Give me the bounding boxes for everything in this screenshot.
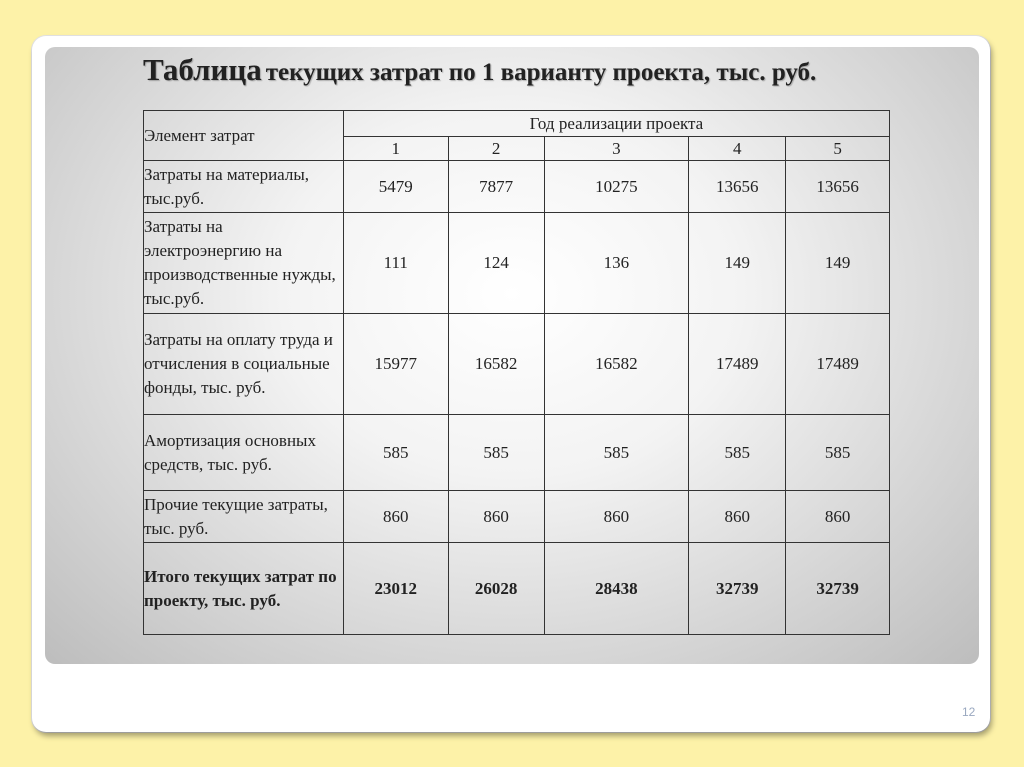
value-cell: 860 — [544, 491, 689, 543]
value-cell: 585 — [689, 415, 786, 491]
year-header: Год реализации проекта — [343, 111, 889, 137]
value-cell: 17489 — [786, 314, 890, 415]
value-cell: 124 — [448, 213, 544, 314]
title-first-word: Таблица — [143, 52, 262, 87]
value-cell: 111 — [343, 213, 448, 314]
total-value-cell: 26028 — [448, 543, 544, 635]
value-cell: 585 — [448, 415, 544, 491]
value-cell: 5479 — [343, 161, 448, 213]
table-row — [144, 415, 890, 491]
cost-table — [143, 110, 890, 635]
table-row — [144, 314, 890, 415]
value-cell: 7877 — [448, 161, 544, 213]
year-cell: 1 — [343, 137, 448, 161]
table-row — [144, 213, 890, 314]
page-number: 12 — [962, 705, 976, 719]
total-row — [144, 543, 890, 635]
total-value-cell: 28438 — [544, 543, 689, 635]
row-label: Амортизация основных средств, тыс. руб. — [144, 415, 344, 491]
row-label: Затраты на электроэнергию на производственные нужды, тыс.руб. — [144, 213, 344, 314]
slide-title — [143, 52, 943, 92]
value-cell: 13656 — [689, 161, 786, 213]
value-cell: 860 — [689, 491, 786, 543]
table-row — [144, 491, 890, 543]
value-cell: 136 — [544, 213, 689, 314]
value-cell: 17489 — [689, 314, 786, 415]
row-label: Затраты на оплату труда и отчисления в социальные фонды, тыс. руб. — [144, 314, 344, 415]
value-cell: 10275 — [544, 161, 689, 213]
table-row — [144, 161, 890, 213]
element-header: Элемент затрат — [144, 111, 344, 161]
total-label: Итого текущих затрат по проекту, тыс. руб. — [144, 543, 344, 635]
total-value-cell: 32739 — [786, 543, 890, 635]
value-cell: 15977 — [343, 314, 448, 415]
value-cell: 149 — [689, 213, 786, 314]
value-cell: 860 — [786, 491, 890, 543]
value-cell: 860 — [448, 491, 544, 543]
year-cell: 4 — [689, 137, 786, 161]
value-cell: 16582 — [544, 314, 689, 415]
value-cell: 149 — [786, 213, 890, 314]
year-cell: 5 — [786, 137, 890, 161]
year-cell: 3 — [544, 137, 689, 161]
value-cell: 13656 — [786, 161, 890, 213]
row-label: Прочие текущие затраты, тыс. руб. — [144, 491, 344, 543]
header-row — [144, 111, 890, 137]
row-label: Затраты на материалы, тыс.руб. — [144, 161, 344, 213]
value-cell: 16582 — [448, 314, 544, 415]
total-value-cell: 23012 — [343, 543, 448, 635]
value-cell: 585 — [343, 415, 448, 491]
value-cell: 860 — [343, 491, 448, 543]
title-rest: текущих затрат по 1 варианту проекта, тыс. руб. — [265, 59, 817, 86]
total-value-cell: 32739 — [689, 543, 786, 635]
value-cell: 585 — [544, 415, 689, 491]
year-cell: 2 — [448, 137, 544, 161]
value-cell: 585 — [786, 415, 890, 491]
